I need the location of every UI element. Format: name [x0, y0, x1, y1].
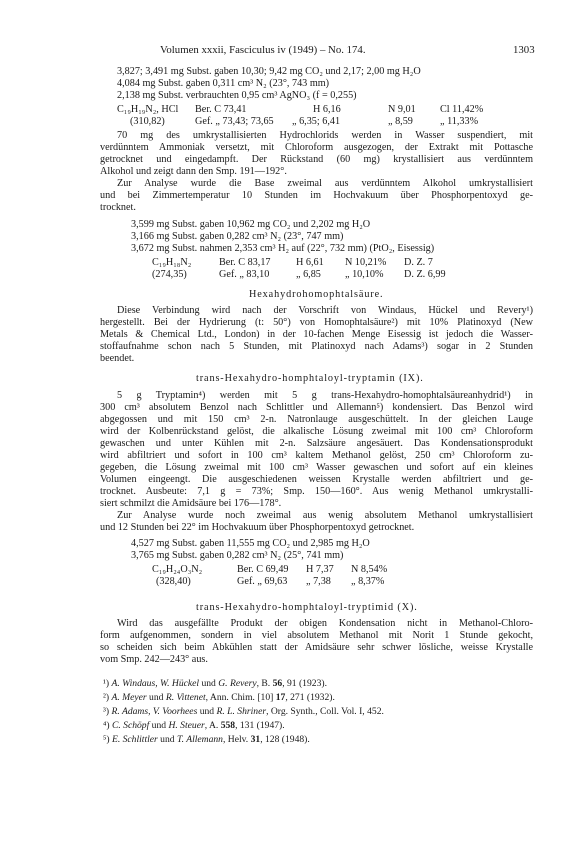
paragraph-line: so scheiden sich beim Abkühlen statt der Amidsäure sehr schwer lösliche, weisse Krystalle [100, 642, 533, 653]
calc-value: H 6,61 [296, 257, 324, 268]
paragraph-line: abgegossen und mit 150 cm³ 2-n. Natronlauge ausgeschüttelt. In der gleichen Lauge [100, 414, 533, 425]
molar-mass: (274,35) [152, 269, 187, 280]
found-value: „ 7,38 [306, 576, 331, 587]
paragraph-line: 5 g Tryptamin⁴) werden mit 5 g trans-Hexahydro-homophtalsäureanhydrid¹) in [117, 390, 533, 401]
paragraph-line: Wird das ausgefällte Produkt der obigen Kondensation nicht in Methanol-Chloro- [117, 618, 533, 629]
footnote: ²) A. Meyer und R. Vittenet, Ann. Chim. [10] 17, 271 (1932). [103, 692, 335, 703]
calc-value: Cl 11,42% [440, 104, 484, 115]
paragraph-line: hergestellt. Bei der Hydrierung (t: 50°) von Homophtalsäure²) mit 10% Platinoxyd (New [100, 317, 533, 328]
section-heading: trans-Hexahydro-homphtaloyl-tryptimid (X). [196, 602, 418, 613]
analysis-line: 3,166 mg Subst. gaben 0,282 cm³ N₂ (23°, 747 mm) [131, 231, 344, 242]
footnote: ³) R. Adams, V. Voorhees und R. L. Shriner, Org. Synth., Coll. Vol. I, 452. [103, 706, 384, 717]
paragraph-line: trocknet. Ausbeute: 7,1 g = 73%; Smp. 150—160°. Aus wenig Methanol umkrystalli- [100, 486, 533, 497]
formula: C₁₉H₁₈N₂ [152, 257, 192, 268]
paragraph-line: trocknet. [100, 202, 136, 213]
formula: C₁₉H₁₉N₂, HCl [117, 104, 179, 115]
paragraph-line: gewaschen und unter Kühlen mit 2-n. Salzsäure angesäuert. Das Kondensationsprodukt [100, 438, 533, 449]
paragraph-line: stoffaufnahme schon nach 5 Stunden, mit Platinoxyd nach Adams³) sogar in 2 Stunden [100, 341, 533, 352]
calc-value: N 8,54% [351, 564, 388, 575]
footnote: ¹) A. Windaus, W. Hückel und G. Revery, B. 56, 91 (1923). [103, 678, 327, 689]
paragraph-line: Zur Analyse wurde noch zweimal aus wenig absolutem Methanol umkrystallisiert [117, 510, 533, 521]
footnote: ⁵) E. Schlittler und T. Allemann, Helv. 31, 128 (1948). [103, 734, 310, 745]
calc-value: N 10,21% [345, 257, 387, 268]
paragraph-line: gegeben, die Lösung zweimal mit 100 cm³ Wasser gewaschen und sofort auf ein kleines [100, 462, 533, 473]
molar-mass: (310,82) [130, 116, 165, 127]
calc-value: Ber. C 73,41 [195, 104, 247, 115]
paragraph-line: 70 mg des umkrystallisierten Hydrochlorids werden in Wasser suspendiert, mit [117, 130, 533, 141]
found-value: „ 8,59 [388, 116, 413, 127]
molar-mass: (328,40) [156, 576, 191, 587]
paragraph-line: und bei Zimmertemperatur 10 Stunden im Hochvakuum über Phosphorpentoxyd ge- [100, 190, 533, 201]
section-heading: Hexahydrohomophtalsäure. [249, 289, 384, 300]
found-value: „ 10,10% [345, 269, 384, 280]
analysis-line: 4,084 mg Subst. gaben 0,311 cm³ N₂ (23°, 743 mm) [117, 78, 330, 89]
found-value: Gef. „ 73,43; 73,65 [195, 116, 274, 127]
paragraph-line: form aufgenommen, sondern in viel absolutem Methanol mit Norit 1 Stunde gekocht, [100, 630, 533, 641]
paragraph-line: wird abfiltriert und sofort in 100 cm³ kaltem Methanol gelöst, 250 cm³ Chloroform zu- [100, 450, 533, 461]
footnote: ⁴) C. Schöpf und H. Steuer, A. 558, 131 (1947). [103, 720, 285, 731]
analysis-line: 3,599 mg Subst. gaben 10,962 mg CO₂ und 2,202 mg H₂O [131, 219, 371, 230]
calc-value: Ber. C 83,17 [219, 257, 271, 268]
paragraph-line: Alkohol und zeigt dann den Smp. 191—192°. [100, 166, 287, 177]
analysis-line: 3,765 mg Subst. gaben 0,282 cm³ N₂ (25°, 741 mm) [131, 550, 344, 561]
formula: C₁₉H₂₄O₃N₂ [152, 564, 203, 575]
found-value: Gef. „ 83,10 [219, 269, 270, 280]
analysis-line: 3,827; 3,491 mg Subst. gaben 10,30; 9,42 mg CO₂ und 2,17; 2,00 mg H₂O [117, 66, 421, 77]
paragraph-line: beendet. [100, 353, 135, 364]
analysis-line: 2,138 mg Subst. verbrauchten 0,95 cm³ AgNO₃ (f = 0,255) [117, 90, 357, 101]
section-heading: trans-Hexahydro-homphtaloyl-tryptamin (IX). [196, 373, 424, 384]
found-value: „ 8,37% [351, 576, 385, 587]
calc-value: H 7,37 [306, 564, 334, 575]
paragraph-line: vom Smp. 242—243° aus. [100, 654, 208, 665]
paragraph-line: Diese Verbindung wird nach der Vorschrift von Windaus, Hückel und Revery¹) [117, 305, 533, 316]
paragraph-line: siert schmilzt die Amidsäure bei 176—178°. [100, 498, 282, 509]
page-number: 1303 [513, 44, 535, 56]
found-value: Gef. „ 69,63 [237, 576, 288, 587]
paragraph-line: Zur Analyse wurde die Base zweimal aus verdünntem Alkohol umkrystallisiert [117, 178, 533, 189]
calc-value: N 9,01 [388, 104, 416, 115]
paragraph-line: verdünntem Ammoniak versetzt, mit Chloroform ausgezogen, der Extrakt mit Pottasche [100, 142, 533, 153]
paragraph-line: Volumen eingeengt. Die ausgeschiedenen weissen Krystalle werden abfiltriert und ge- [100, 474, 533, 485]
calc-value: D. Z. 7 [404, 257, 433, 268]
paragraph-line: und 12 Stunden bei 22° im Hochvakuum über Phosphorpentoxyd getrocknet. [100, 522, 415, 533]
analysis-line: 4,527 mg Subst. gaben 11,555 mg CO₂ und 2,985 mg H₂O [131, 538, 370, 549]
found-value: D. Z. 6,99 [404, 269, 446, 280]
found-value: „ 11,33% [440, 116, 479, 127]
paragraph-line: 300 cm³ absolutem Benzol nach Schlittler und Allemann⁵) kondensiert. Das Benzol wird [100, 402, 533, 413]
analysis-line: 3,672 mg Subst. nahmen 2,353 cm³ H₂ auf (22°, 732 mm) (PtO₂, Eisessig) [131, 243, 435, 254]
calc-value: H 6,16 [313, 104, 341, 115]
found-value: „ 6,35; 6,41 [292, 116, 341, 127]
paragraph-line: wird der Kolbenrückstand gelöst, die alkalische Lösung zweimal mit 100 cm³ Chloroform [100, 426, 533, 437]
running-title: Volumen xxxii, Fasciculus iv (1949) – No. 174. [160, 44, 366, 56]
calc-value: Ber. C 69,49 [237, 564, 289, 575]
paragraph-line: getrocknet und eingedampft. Der Rückstand (60 mg) krystallisiert aus verdünntem [100, 154, 533, 165]
paragraph-line: Metals & Chemical Ltd., London) in der 10-fachen Menge Eisessig ist jedoch die Wasser- [100, 329, 533, 340]
found-value: „ 6,85 [296, 269, 321, 280]
